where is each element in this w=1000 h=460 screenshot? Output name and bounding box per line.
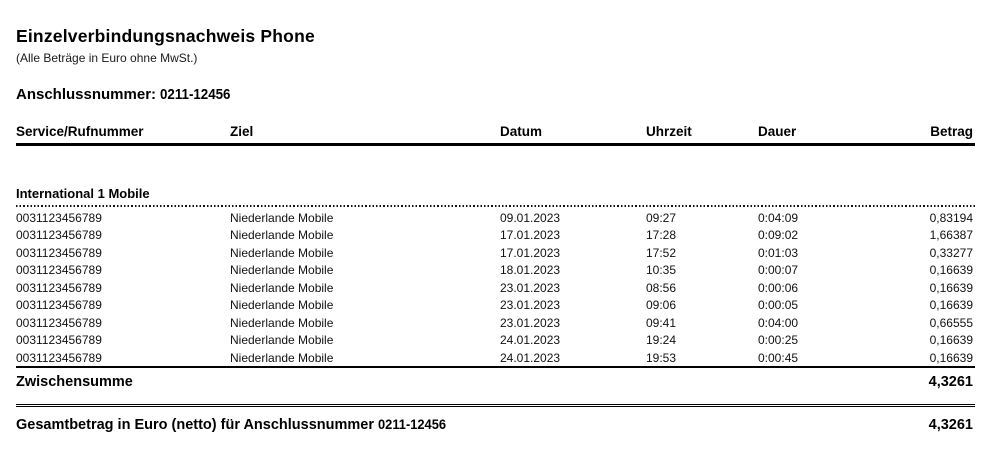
cell-uhrzeit: 09:06 (646, 298, 677, 312)
cell-uhrzeit: 17:52 (646, 245, 677, 260)
cell-dauer: 0:00:25 (758, 333, 799, 347)
cell-ziel: Niederlande Mobile (230, 350, 334, 365)
total-label: Gesamtbetrag in Euro (netto) für Anschlussnummer (16, 417, 374, 433)
cell-uhrzeit: 10:35 (646, 263, 677, 277)
dotted-rule (16, 205, 975, 207)
cell-service: 0031123456789 (16, 245, 102, 260)
subtotal-row (16, 373, 973, 391)
column-header-ziel: Ziel (230, 124, 254, 139)
cell-dauer: 0:00:06 (758, 280, 799, 295)
column-header-uhrzeit: Uhrzeit (646, 124, 692, 139)
cell-betrag: 0,16639 (929, 350, 973, 365)
table-row (16, 262, 973, 279)
cell-dauer: 0:00:05 (758, 298, 799, 312)
total-connection-number: 0211-12456 (377, 416, 447, 432)
cell-ziel: Niederlande Mobile (230, 280, 334, 295)
table-header-row (16, 122, 973, 141)
cell-dauer: 0:00:45 (758, 350, 799, 365)
cell-datum: 23.01.2023 (500, 280, 561, 295)
cell-service: 0031123456789 (16, 280, 102, 295)
cell-service: 0031123456789 (16, 263, 102, 277)
cell-datum: 18.01.2023 (500, 263, 561, 277)
table-row (16, 227, 973, 244)
total-double-rule (16, 404, 975, 407)
cell-ziel: Niederlande Mobile (230, 210, 334, 225)
table-row (16, 332, 973, 349)
cell-betrag: 0,16639 (929, 280, 973, 295)
cell-service: 0031123456789 (16, 315, 102, 330)
column-header-service: Service/Rufnummer (16, 124, 144, 139)
cell-datum: 17.01.2023 (500, 228, 561, 242)
cell-service: 0031123456789 (16, 333, 102, 347)
total-row (16, 415, 973, 434)
cell-datum: 23.01.2023 (500, 298, 561, 312)
cell-ziel: Niederlande Mobile (230, 263, 334, 277)
cell-uhrzeit: 09:41 (646, 315, 677, 330)
connection-number-value: 0211-12456 (160, 87, 231, 103)
table-row (16, 314, 973, 331)
cell-datum: 23.01.2023 (500, 315, 561, 330)
cell-ziel: Niederlande Mobile (230, 333, 334, 347)
subtotal-value: 4,3261 (928, 374, 973, 390)
connection-number-line (16, 86, 237, 103)
cell-dauer: 0:00:07 (758, 263, 799, 277)
total-value: 4,3261 (928, 416, 973, 433)
cell-service: 0031123456789 (16, 350, 102, 365)
cell-datum: 24.01.2023 (500, 333, 561, 347)
cell-betrag: 0,66555 (929, 315, 973, 330)
cell-betrag: 0,16639 (929, 263, 973, 277)
column-header-betrag: Betrag (930, 124, 973, 139)
page-subtitle: (Alle Beträge in Euro ohne MwSt.) (16, 51, 198, 65)
cell-betrag: 0,33277 (929, 245, 973, 260)
table-row (16, 297, 973, 314)
page-title: Einzelverbindungsnachweis Phone (16, 26, 315, 46)
cell-betrag: 0,83194 (929, 210, 973, 225)
cell-ziel: Niederlande Mobile (230, 298, 334, 312)
cell-dauer: 0:04:00 (758, 315, 799, 330)
cell-datum: 09.01.2023 (500, 210, 561, 225)
cell-betrag: 0,16639 (929, 298, 973, 312)
cell-uhrzeit: 19:53 (646, 350, 677, 365)
cell-uhrzeit: 17:28 (646, 228, 677, 242)
table-row (16, 349, 973, 366)
cell-uhrzeit: 19:24 (646, 333, 677, 347)
cell-betrag: 1,66387 (929, 228, 973, 242)
cell-betrag: 0,16639 (929, 333, 973, 347)
cell-uhrzeit: 09:27 (646, 210, 677, 225)
cell-service: 0031123456789 (16, 210, 102, 225)
cell-service: 0031123456789 (16, 228, 102, 242)
cell-ziel: Niederlande Mobile (230, 245, 334, 260)
call-detail-rows (16, 209, 973, 366)
total-label-group (16, 416, 452, 433)
column-header-dauer: Dauer (758, 124, 797, 139)
cell-ziel: Niederlande Mobile (230, 315, 334, 330)
table-row (16, 279, 973, 296)
cell-datum: 17.01.2023 (500, 245, 561, 260)
cell-datum: 24.01.2023 (500, 350, 561, 365)
subtotal-rule (16, 366, 975, 368)
cell-dauer: 0:04:09 (758, 210, 799, 225)
subtotal-label: Zwischensumme (16, 374, 133, 390)
cell-dauer: 0:01:03 (758, 245, 799, 260)
header-rule (16, 143, 975, 146)
table-row (16, 209, 973, 226)
cell-uhrzeit: 08:56 (646, 280, 677, 295)
connection-number-label: Anschlussnummer: (16, 86, 157, 103)
section-title: International 1 Mobile (16, 186, 150, 201)
cell-dauer: 0:09:02 (758, 228, 799, 242)
cell-service: 0031123456789 (16, 298, 102, 312)
table-row (16, 244, 973, 261)
cell-ziel: Niederlande Mobile (230, 228, 334, 242)
column-header-datum: Datum (500, 124, 543, 139)
